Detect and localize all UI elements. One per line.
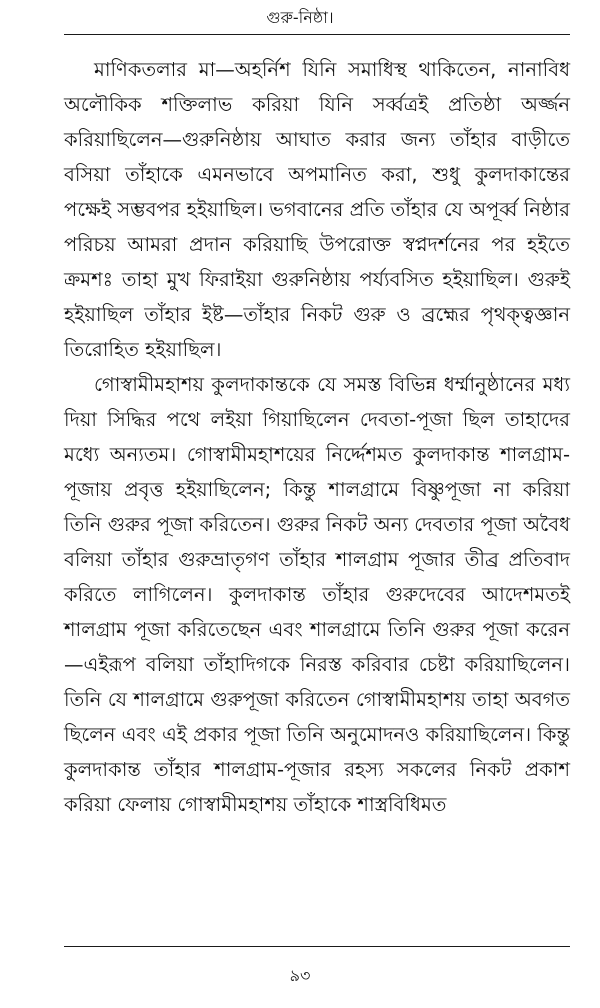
body-text	[64, 52, 570, 822]
paragraph-1: মাণিকতলার মা—অহর্নিশ যিনি সমাধিস্থ থাকিতেন, নানাবিধ অলৌকিক শক্তিলাভ করিয়া যিনি সর্ব্বত্রই প্রতিষ্ঠা অর্জ্জন করিয়াছিলেন—গুরুনিষ্ঠায় আঘাত করার জন্য তাঁহার বাড়ীতে বসিয়া তাঁহাকে এমনভাবে অপমানিত করা, শুধু কুলদাকান্তের পক্ষেই সম্ভবপর হইয়াছিল। ভগবানের প্রতি তাঁহার যে অপূর্ব্ব নিষ্ঠার পরিচয় আমরা প্রদান করিয়াছি উপরোক্ত স্বপ্নদর্শনের পর হইতে ক্রমশঃ তাহা মুখ ফিরাইয়া গুরুনিষ্ঠায় পর্য্যবসিত হইয়াছিল। গুরুই হইয়াছিল তাঁহার ইষ্ট—তাঁহার নিকট গুরু ও ব্রহ্মের পৃথক্ত্বজ্ঞান তিরোহিত হইয়াছিল।	[64, 58, 570, 361]
running-title: গুরু-নিষ্ঠা।	[266, 8, 334, 27]
page-number: ৯৩	[289, 966, 311, 985]
paragraph-2: গোস্বামীমহাশয় কুলদাকান্তকে যে সমস্ত বিভিন্ন ধর্ম্মানুষ্ঠানের মধ্য দিয়া সিদ্ধির পথে লইয়া গিয়াছিলেন দেবতা-পূজা ছিল তাহাদের মধ্যে অন্যতম। গোস্বামীমহাশয়ের নির্দ্দেশমত কুলদাকান্ত শালগ্রাম-পূজায় প্রবৃত্ত হইয়াছিলেন; কিন্তু শালগ্রামে বিষ্ণুপূজা না করিয়া তিনি গুরুর পূজা করিতেন। গুরুর নিকট অন্য দেবতার পূজা অবৈধ বলিয়া তাঁহার গুরুভ্রাতৃগণ তাঁহার শালগ্রাম পূজার তীব্র প্রতিবাদ করিতে লাগিলেন। কুলদাকান্ত তাঁহার গুরুদেবের আদেশমতই শালগ্রাম পূজা করিতেছেন এবং শালগ্রামে তিনি গুরুর পূজা করেন—এইরূপ বলিয়া তাঁহাদিগকে নিরস্ত করিবার চেষ্টা করিয়াছিলেন। তিনি যে শালগ্রামে গুরুপূজা করিতেন গোস্বামীমহাশয় তাহা অবগত ছিলেন এবং এই প্রকার পূজা তিনি অনুমোদনও করিয়াছিলেন। কিন্তু কুলদাকান্ত তাঁহার শালগ্রাম-পূজার রহস্য সকলের নিকট প্রকাশ করিয়া ফেলায় গোস্বামীমহাশয় তাঁহাকে শাস্ত্রবিধিমত	[64, 373, 570, 816]
footer-rule	[64, 946, 570, 947]
header-rule	[64, 34, 570, 35]
